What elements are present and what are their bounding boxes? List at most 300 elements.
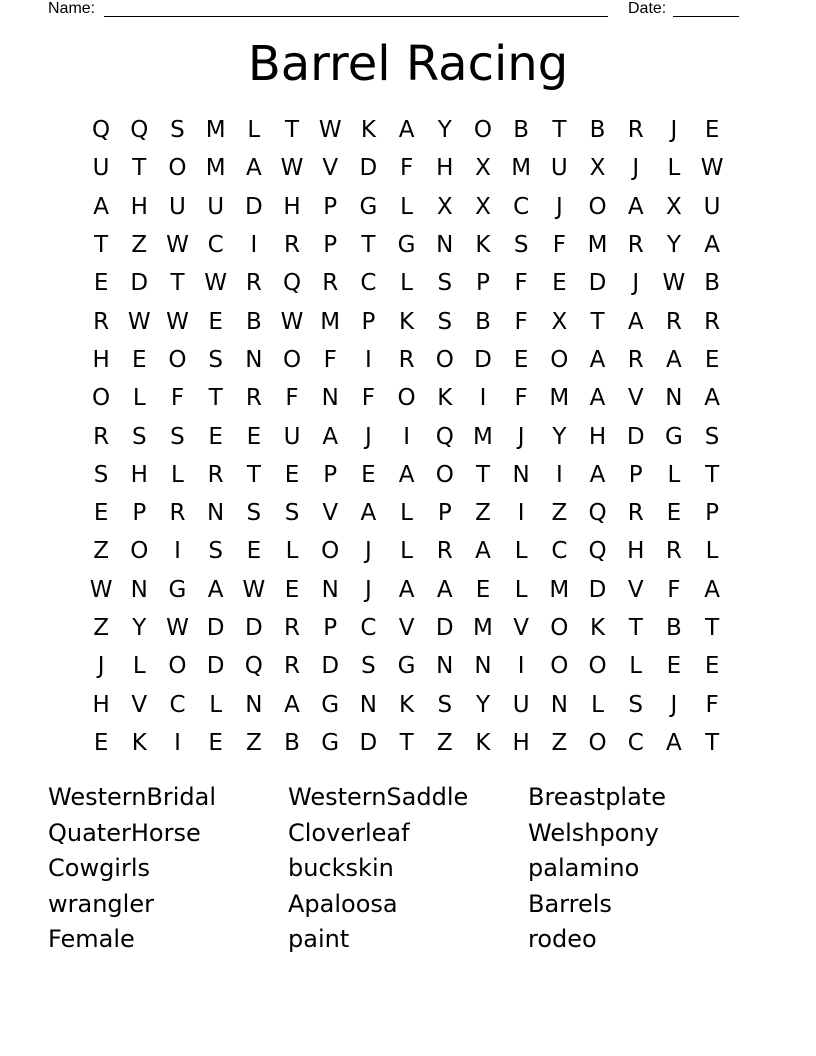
grid-cell: R [322, 270, 339, 297]
grid-cell: N [321, 385, 339, 412]
grid-cell: A [207, 576, 224, 603]
grid-cell: O [168, 155, 187, 182]
word-list-item: Female [48, 925, 135, 954]
grid-cell: S [208, 346, 223, 373]
grid-cell: E [475, 576, 491, 603]
grid-cell: F [170, 385, 185, 412]
grid-cell: S [628, 691, 644, 718]
grid-cell: L [514, 576, 528, 603]
grid-cell: Q [588, 538, 607, 565]
grid-cell: Q [130, 117, 149, 144]
grid-cell: A [398, 576, 415, 603]
grid-cell: E [704, 653, 720, 680]
grid-cell: L [400, 538, 413, 565]
grid-cell: W [166, 615, 189, 641]
grid-cell: F [399, 155, 414, 182]
grid-cell: N [436, 653, 454, 680]
grid-cell: G [359, 193, 378, 220]
grid-cell: B [284, 729, 300, 756]
word-list-item: rodeo [528, 925, 597, 954]
grid-cell: O [473, 117, 493, 144]
grid-cell: X [436, 193, 453, 220]
grid-cell: E [513, 346, 529, 373]
grid-cell: I [403, 423, 410, 450]
grid-cell: E [93, 270, 109, 297]
grid-cell: J [632, 270, 640, 297]
grid-cell: A [666, 346, 682, 373]
grid-cell: R [245, 270, 262, 297]
grid-cell: F [552, 232, 566, 259]
grid-cell: S [170, 117, 185, 144]
grid-cell: B [589, 117, 606, 144]
grid-cell: X [666, 193, 682, 220]
grid-cell: K [360, 117, 376, 144]
name-blank-line [104, 16, 608, 17]
grid-cell: H [92, 346, 110, 373]
grid-cell: L [629, 653, 643, 680]
grid-cell: H [436, 155, 454, 182]
grid-cell: I [517, 653, 525, 680]
grid-cell: W [280, 155, 304, 182]
grid-cell: O [550, 615, 569, 641]
grid-cell: E [208, 423, 223, 450]
word-list-item: Apaloosa [288, 889, 398, 918]
grid-cell: R [93, 308, 110, 335]
grid-cell: V [131, 691, 148, 718]
grid-cell: Z [93, 615, 109, 641]
grid-cell: E [666, 653, 682, 680]
grid-cell: F [514, 270, 528, 297]
grid-cell: D [359, 155, 378, 182]
grid-cell: H [130, 461, 148, 488]
grid-cell: D [435, 615, 454, 641]
grid-cell: A [704, 232, 720, 259]
grid-row [82, 379, 732, 417]
grid-cell: S [437, 270, 453, 297]
grid-cell: C [551, 538, 568, 565]
grid-cell: D [474, 346, 492, 373]
grid-cell: J [365, 576, 372, 603]
grid-row [82, 226, 732, 264]
grid-cell: R [398, 346, 415, 373]
grid-cell: M [320, 308, 341, 335]
grid-cell: F [667, 576, 681, 603]
grid-cell: C [207, 232, 224, 259]
grid-cell: S [93, 461, 109, 488]
grid-cell: Y [475, 691, 490, 718]
grid-cell: G [168, 576, 187, 603]
grid-cell: D [588, 270, 607, 297]
grid-cell: D [626, 423, 645, 450]
grid-cell: L [400, 270, 413, 297]
grid-cell: W [166, 308, 189, 335]
grid-cell: O [588, 729, 607, 756]
grid-cell: L [400, 193, 413, 220]
grid-cell: A [704, 576, 720, 603]
grid-cell: G [397, 653, 416, 680]
grid-cell: E [666, 500, 682, 527]
word-list-item: palamino [528, 854, 640, 883]
grid-cell: D [206, 615, 225, 641]
grid-cell: S [361, 653, 376, 680]
grid-cell: E [704, 117, 720, 144]
grid-cell: R [627, 232, 644, 259]
grid-cell: K [475, 729, 491, 756]
grid-cell: X [589, 155, 606, 182]
grid-cell: N [245, 346, 263, 373]
grid-cell: L [591, 691, 604, 718]
grid-cell: E [208, 729, 223, 756]
grid-cell: R [665, 538, 682, 565]
word-list-item: Barrels [528, 889, 612, 918]
grid-row [82, 341, 732, 379]
word-list [48, 780, 768, 958]
grid-cell: F [323, 346, 337, 373]
grid-cell: B [475, 308, 491, 335]
grid-cell: N [321, 576, 339, 603]
grid-cell: D [588, 576, 607, 603]
grid-cell: E [208, 308, 223, 335]
grid-cell: K [399, 691, 415, 718]
grid-row [82, 111, 732, 149]
word-list-item: WesternBridal [48, 783, 217, 811]
grid-cell: W [89, 576, 113, 603]
grid-cell: V [322, 155, 339, 182]
grid-cell: H [588, 423, 607, 450]
grid-row [82, 571, 732, 609]
grid-cell: F [514, 385, 528, 412]
grid-cell: N [550, 691, 568, 718]
grid-cell: N [207, 500, 225, 527]
grid-cell: M [549, 385, 570, 412]
grid-cell: L [705, 538, 719, 565]
grid-cell: T [132, 155, 147, 182]
grid-cell: J [670, 691, 678, 718]
grid-cell: N [359, 691, 378, 718]
word-list-item: Welshpony [528, 818, 659, 847]
grid-cell: G [321, 691, 340, 718]
grid-cell: H [130, 193, 148, 220]
grid-cell: A [627, 193, 644, 220]
grid-cell: G [321, 729, 340, 756]
grid-cell: T [705, 461, 720, 488]
grid-cell: R [284, 615, 301, 641]
grid-cell: E [246, 423, 262, 450]
grid-cell: N [512, 461, 530, 488]
grid-cell: Z [245, 729, 262, 756]
grid-cell: W [318, 117, 342, 144]
grid-cell: W [242, 576, 266, 603]
grid-cell: P [132, 500, 147, 527]
grid-cell: P [628, 461, 643, 488]
grid-cell: O [92, 385, 111, 412]
grid-cell: A [360, 500, 377, 527]
grid-row [82, 302, 732, 340]
grid-cell: X [475, 193, 491, 220]
grid-cell: S [246, 500, 262, 527]
grid-cell: J [517, 423, 525, 450]
grid-cell: E [704, 346, 720, 373]
grid-cell: L [247, 117, 261, 144]
grid-cell: A [322, 423, 339, 450]
grid-cell: K [399, 308, 415, 335]
grid-cell: P [323, 461, 338, 488]
grid-row [82, 264, 732, 302]
grid-cell: T [475, 461, 490, 488]
header [48, 0, 748, 20]
grid-cell: F [514, 308, 528, 335]
grid-cell: L [400, 500, 413, 527]
grid-cell: P [323, 615, 338, 641]
grid-cell: Y [132, 615, 147, 641]
date-label: Date: [628, 0, 667, 17]
grid-cell: G [397, 232, 416, 259]
grid-cell: A [589, 346, 606, 373]
grid-cell: O [550, 346, 569, 373]
grid-cell: D [130, 270, 149, 297]
grid-cell: U [169, 193, 186, 220]
grid-cell: R [627, 500, 644, 527]
grid-cell: L [667, 461, 681, 488]
grid-cell: I [479, 385, 487, 412]
grid-cell: E [93, 500, 109, 527]
grid-cell: Y [666, 232, 681, 259]
word-list-item: Cloverleaf [288, 818, 410, 847]
grid-cell: Y [552, 423, 567, 450]
grid-cell: C [360, 270, 377, 297]
word-list-item: Breastplate [528, 783, 666, 811]
grid-cell: L [209, 691, 223, 718]
grid-cell: J [555, 193, 563, 220]
grid-cell: C [513, 193, 530, 220]
grid-cell: C [360, 615, 377, 641]
grid-row [82, 149, 732, 187]
grid-cell: O [435, 461, 454, 488]
grid-cell: F [705, 691, 719, 718]
grid-cell: W [166, 232, 189, 259]
grid-cell: P [705, 500, 720, 527]
grid-cell: L [132, 653, 146, 680]
grid-cell: R [93, 423, 110, 450]
grid-cell: R [665, 308, 682, 335]
grid-cell: N [130, 576, 148, 603]
grid-cell: I [517, 500, 525, 527]
grid-cell: B [513, 117, 530, 144]
grid-cell: M [205, 155, 226, 182]
word-list-item: wrangler [48, 889, 154, 918]
grid-cell: R [284, 653, 301, 680]
grid-cell: A [589, 385, 606, 412]
grid-cell: A [245, 155, 262, 182]
grid-cell: T [552, 117, 567, 144]
grid-cell: T [361, 232, 376, 259]
grid-cell: D [321, 653, 340, 680]
grid-cell: A [475, 538, 491, 565]
grid-cell: K [475, 232, 491, 259]
grid-cell: B [666, 615, 682, 641]
grid-cell: E [246, 538, 262, 565]
grid-cell: D [359, 729, 378, 756]
grid-cell: A [93, 193, 109, 220]
grid-cell: A [627, 308, 644, 335]
grid-cell: R [169, 500, 186, 527]
grid-cell: O [321, 538, 340, 565]
grid-cell: S [437, 691, 453, 718]
grid-cell: P [437, 500, 452, 527]
grid-cell: V [627, 576, 644, 603]
grid-cell: H [627, 538, 645, 565]
grid-cell: U [283, 423, 301, 450]
grid-cell: A [284, 691, 300, 718]
grid-cell: O [588, 193, 607, 220]
grid-cell: A [704, 385, 720, 412]
grid-cell: Q [435, 423, 454, 450]
grid-cell: T [705, 729, 720, 756]
word-list-item: buckskin [288, 854, 394, 883]
grid-cell: X [551, 308, 568, 335]
grid-cell: R [627, 346, 644, 373]
grid-cell: B [245, 308, 262, 335]
grid-cell: E [552, 270, 567, 297]
grid-cell: B [704, 270, 720, 297]
word-list-item: paint [288, 925, 350, 954]
grid-cell: T [705, 615, 720, 641]
grid-cell: Z [93, 538, 109, 565]
grid-cell: M [587, 232, 608, 259]
grid-cell: I [174, 729, 181, 756]
grid-cell: M [473, 615, 493, 641]
grid-cell: L [667, 155, 681, 182]
date-blank-line [673, 16, 739, 17]
grid-cell: Q [282, 270, 302, 297]
grid-cell: L [132, 385, 146, 412]
grid-cell: T [628, 615, 643, 641]
grid-cell: A [398, 461, 415, 488]
grid-cell: O [435, 346, 454, 373]
grid-cell: T [170, 270, 185, 297]
grid-cell: V [513, 615, 530, 641]
grid-cell: S [704, 423, 720, 450]
grid-cell: O [168, 653, 187, 680]
grid-cell: A [398, 117, 415, 144]
grid-cell: S [170, 423, 185, 450]
letter-grid [82, 111, 732, 762]
grid-cell: K [437, 385, 453, 412]
grid-cell: J [632, 155, 640, 182]
grid-cell: F [285, 385, 299, 412]
grid-cell: N [474, 653, 492, 680]
grid-cell: I [174, 538, 181, 565]
grid-cell: E [132, 346, 147, 373]
grid-cell: L [285, 538, 299, 565]
grid-cell: R [245, 385, 262, 412]
grid-row [82, 188, 732, 226]
grid-cell: O [168, 346, 187, 373]
grid-cell: U [512, 691, 530, 718]
grid-cell: O [130, 538, 149, 565]
grid-cell: T [399, 729, 414, 756]
grid-row [82, 456, 732, 494]
grid-cell: K [589, 615, 606, 641]
grid-cell: O [550, 653, 569, 680]
grid-cell: S [513, 232, 529, 259]
grid-cell: C [627, 729, 644, 756]
grid-cell: U [207, 193, 225, 220]
grid-cell: P [323, 232, 338, 259]
word-list-item: Cowgirls [48, 854, 151, 883]
grid-cell: L [171, 461, 184, 488]
grid-cell: V [627, 385, 644, 412]
grid-cell: S [208, 538, 223, 565]
grid-cell: N [436, 232, 454, 259]
grid-row [82, 647, 732, 685]
grid-cell: N [245, 691, 263, 718]
grid-cell: A [589, 461, 606, 488]
grid-cell: M [511, 155, 532, 182]
grid-cell: I [250, 232, 258, 259]
grid-cell: E [284, 576, 300, 603]
grid-cell: Z [436, 729, 453, 756]
grid-cell: T [208, 385, 223, 412]
grid-cell: J [97, 653, 105, 680]
grid-cell: Z [551, 500, 568, 527]
grid-cell: W [127, 308, 151, 335]
grid-cell: V [322, 500, 339, 527]
page-title: Barrel Racing [247, 36, 569, 92]
grid-cell: X [475, 155, 491, 182]
grid-cell: Q [92, 117, 111, 144]
grid-cell: H [512, 729, 530, 756]
grid-cell: F [361, 385, 376, 412]
grid-cell: J [365, 423, 372, 450]
grid-cell: W [204, 270, 228, 297]
grid-row [82, 532, 732, 570]
grid-cell: J [365, 538, 372, 565]
grid-cell: P [476, 270, 490, 297]
grid-cell: D [244, 615, 263, 641]
grid-cell: S [131, 423, 147, 450]
grid-cell: M [473, 423, 493, 450]
grid-cell: J [670, 117, 678, 144]
grid-cell: I [555, 461, 563, 488]
grid-cell: A [666, 729, 682, 756]
grid-cell: R [436, 538, 453, 565]
grid-row [82, 724, 732, 762]
name-label: Name: [48, 0, 96, 17]
grid-row [82, 609, 732, 647]
grid-cell: S [284, 500, 300, 527]
grid-cell: S [437, 308, 453, 335]
grid-cell: U [550, 155, 568, 182]
grid-cell: T [590, 308, 605, 335]
grid-cell: U [92, 155, 110, 182]
grid-row [82, 494, 732, 532]
grid-cell: N [665, 385, 683, 412]
grid-cell: M [549, 576, 570, 603]
grid-cell: R [704, 308, 721, 335]
grid-cell: I [365, 346, 372, 373]
grid-cell: H [283, 193, 301, 220]
grid-cell: W [280, 308, 304, 335]
grid-cell: V [398, 615, 415, 641]
grid-cell: Z [551, 729, 568, 756]
grid-cell: T [246, 461, 261, 488]
grid-cell: Q [244, 653, 263, 680]
grid-row [82, 685, 732, 723]
grid-cell: Q [588, 500, 607, 527]
grid-cell: D [244, 193, 263, 220]
grid-cell: P [323, 193, 338, 220]
